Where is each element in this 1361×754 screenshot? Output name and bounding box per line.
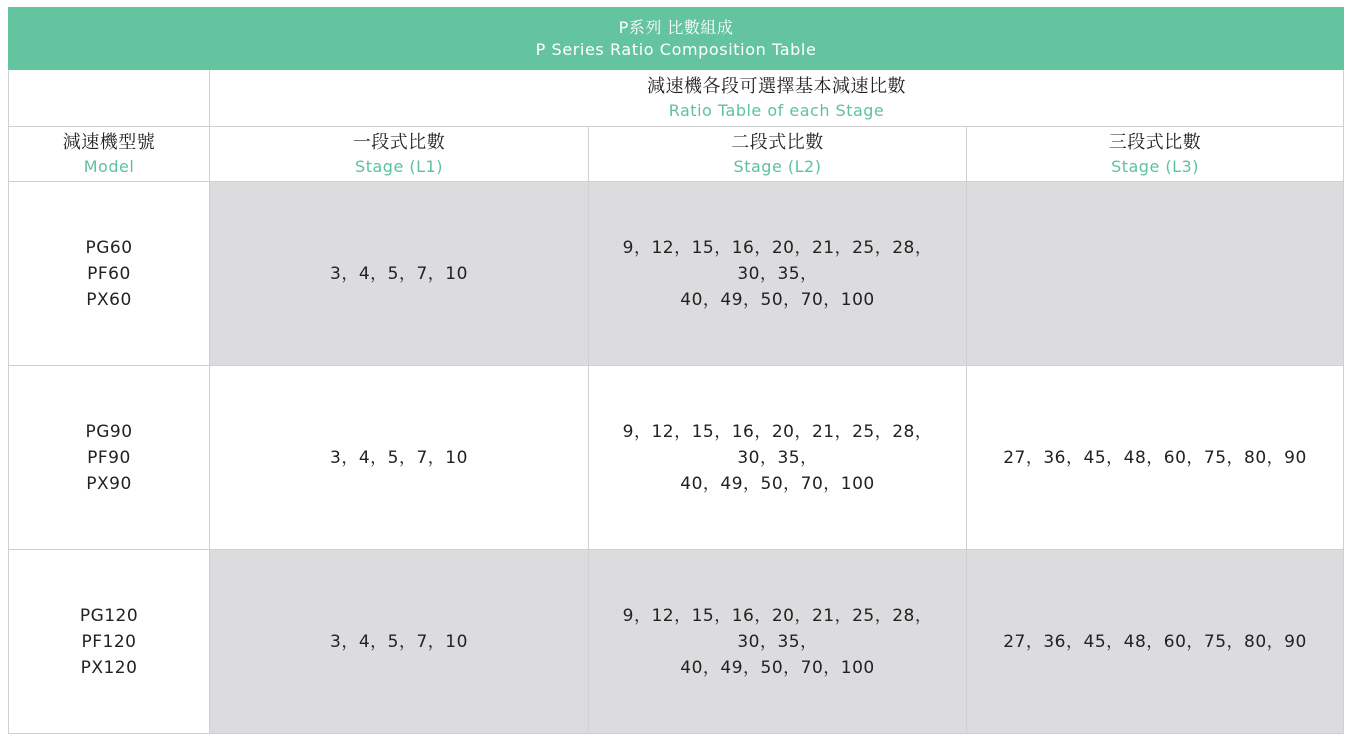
stage-l3-header-en: Stage (L3) bbox=[1111, 157, 1199, 176]
model-name: PG90 bbox=[85, 421, 133, 442]
table-row bbox=[9, 182, 1344, 366]
stage-l3-cell: 27，36，45，48，60，75，80，90 bbox=[967, 550, 1344, 734]
model-name: PG60 bbox=[85, 237, 133, 258]
empty-header-cell bbox=[9, 70, 210, 127]
stage-group-header bbox=[210, 70, 1344, 127]
group-header-row bbox=[9, 70, 1344, 127]
table-title-zh: P系列 比數組成 bbox=[618, 17, 734, 37]
ratio-line: 9，12，15，16，20，21，25，28， bbox=[622, 605, 933, 626]
stage-l2-cell bbox=[589, 366, 967, 550]
ratio-line: 40，49，50，70，100 bbox=[680, 289, 875, 310]
table-row bbox=[9, 366, 1344, 550]
model-header bbox=[9, 127, 210, 182]
stage-group-header-zh: 減速機各段可選擇基本減速比數 bbox=[647, 76, 907, 97]
ratio-line: 30，35， bbox=[737, 447, 818, 468]
model-name: PX120 bbox=[80, 657, 138, 678]
ratio-line: 30，35， bbox=[737, 631, 818, 652]
stage-l1-header bbox=[210, 127, 589, 182]
stage-l2-header-zh: 二段式比數 bbox=[731, 132, 824, 153]
ratio-line: 40，49，50，70，100 bbox=[680, 657, 875, 678]
stage-l1-header-en: Stage (L1) bbox=[355, 157, 443, 176]
table-row bbox=[9, 550, 1344, 734]
model-cell bbox=[9, 550, 210, 734]
stage-l1-cell: 3，4，5，7，10 bbox=[210, 182, 589, 366]
stage-l2-cell bbox=[589, 182, 967, 366]
model-cell bbox=[9, 182, 210, 366]
stage-l2-header-en: Stage (L2) bbox=[733, 157, 822, 176]
stage-l3-header bbox=[967, 127, 1344, 182]
title-row bbox=[9, 8, 1344, 70]
stage-l1-cell: 3，4，5，7，10 bbox=[210, 366, 589, 550]
model-header-en: Model bbox=[83, 157, 135, 176]
model-header-zh: 減速機型號 bbox=[62, 132, 156, 153]
stage-l3-cell bbox=[967, 182, 1344, 366]
ratio-table-container bbox=[8, 7, 1343, 734]
stage-l2-cell bbox=[589, 550, 967, 734]
model-name: PF60 bbox=[87, 263, 131, 284]
model-name: PF90 bbox=[87, 447, 131, 468]
stage-l2-header bbox=[589, 127, 967, 182]
model-name: PX60 bbox=[86, 289, 132, 310]
table-title bbox=[9, 8, 1344, 70]
stage-l3-cell: 27，36，45，48，60，75，80，90 bbox=[967, 366, 1344, 550]
model-name: PF120 bbox=[81, 631, 137, 652]
model-name: PX90 bbox=[86, 473, 132, 494]
ratio-composition-table bbox=[8, 7, 1344, 734]
ratio-line: 9，12，15，16，20，21，25，28， bbox=[622, 237, 933, 258]
ratio-line: 9，12，15，16，20，21，25，28， bbox=[622, 421, 933, 442]
stage-l3-header-zh: 三段式比數 bbox=[1108, 132, 1202, 153]
model-cell bbox=[9, 366, 210, 550]
column-header-row bbox=[9, 127, 1344, 182]
stage-group-header-en: Ratio Table of each Stage bbox=[668, 101, 885, 120]
table-title-en: P Series Ratio Composition Table bbox=[535, 39, 817, 59]
model-name: PG120 bbox=[79, 605, 139, 626]
ratio-line: 30，35， bbox=[737, 263, 818, 284]
stage-l1-cell: 3，4，5，7，10 bbox=[210, 550, 589, 734]
ratio-line: 40，49，50，70，100 bbox=[680, 473, 875, 494]
stage-l1-header-zh: 一段式比數 bbox=[352, 132, 446, 153]
